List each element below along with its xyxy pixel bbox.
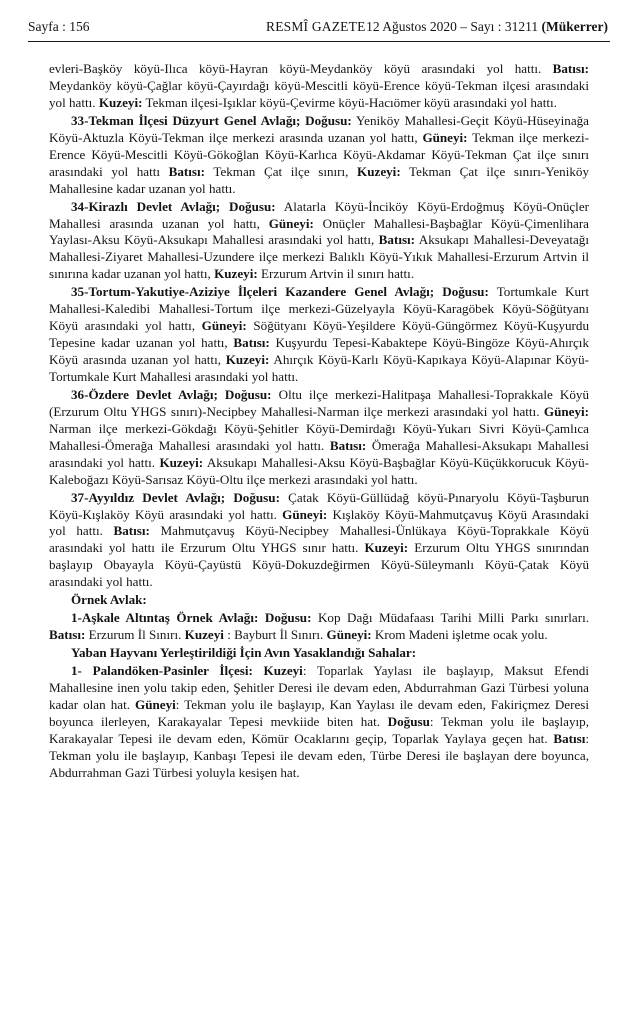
- text-run: Tekman ilçesi-Işıklar köyü-Çevirme köyü-Hacıömer köyü arasındaki yol hattı.: [142, 94, 557, 110]
- text-run: Kuşyurdu Tepesi-Kabaktepe Köyü-Bingöze Köyü-Ahırçık Köyü arasında uzanan yol hattı,: [49, 335, 589, 367]
- bold-run: 1- Palandöken-Pasinler İlçesi: Kuzeyi: [71, 663, 303, 679]
- text-run: : Tekman yolu ile başlayıp, Kan Yaylası ile devam eden, Fakiriçmez Deresi boyunca ilerleyen, Karakayalar Tepesi mevkiide biten hat.: [49, 697, 589, 730]
- paragraph: [49, 61, 589, 112]
- bold-run: Batısı:: [329, 437, 367, 453]
- text-run: Narman ilçe merkezi-Gökdağı Köyü-Şehitler Köyü-Demirdağı Köyü-Yukarı Sivri Köyü-Çamlıca Mahallesi-Ömerağa Mahallesi arasındaki yol hattı.: [49, 420, 589, 453]
- text-run: Tortumkale Kurt Mahallesi-Kaledibi Mahallesi-Tortum ilçe merkezi-Güzelyayla Köyü-Karagöbek Köyü-Söğütyanı Köyü arasındaki yol hattı,: [49, 284, 589, 334]
- bold-run: Batısı:: [168, 163, 205, 179]
- bold-run: Batısı:: [113, 523, 150, 539]
- paragraph: [49, 610, 589, 644]
- text-run: Onüçler Mahallesi-Başbağlar Köyü-Çimenlihara Yaylası-Aksu Köyü-Aksukapı Mahallesi arasındaki yol hattı,: [49, 215, 589, 248]
- bold-run: Güneyi:: [268, 215, 314, 231]
- date-issue: [366, 18, 608, 36]
- bold-run: Batısı: [553, 731, 586, 747]
- gazette-title: RESMÎ GAZETE: [266, 19, 366, 34]
- bold-run: Örnek Avlak:: [71, 592, 147, 608]
- text-run: Tekman Çat ilçe sınırı-Yeniköy Mahallesine kadar uzanan yol hattı.: [49, 163, 589, 196]
- bold-run: Güneyi:: [326, 627, 372, 643]
- text-run: Aksukapı Mahallesi-Aksu Köyü-Başbağlar Köyü-Küçükkorucuk Köyü-Kaleboğazı Köyü-Sarısaz Köyü-Oltu ilçe merkezi arasındaki yol hattı.: [49, 454, 590, 487]
- text-run: Krom Madeni işletme ocak yolu.: [371, 627, 548, 643]
- paragraph: [49, 387, 589, 488]
- issue-date-number: 12 Ağustos 2020 – Sayı : 31211: [366, 19, 539, 34]
- text-run: : Toparlak Yaylası ile başlayıp, Maksut Efendi Mahallesine inen yolu takip eden, Şehitler Deresi ile devam eden, Abdurrahman Gazi Türbesi yoluna kadar olan hat.: [49, 663, 589, 713]
- bold-run: Kuzeyi:: [159, 454, 204, 470]
- paragraph: [49, 199, 589, 284]
- text-run: Kışlaköy Köyü-Mahmutçavuş Köyü Arasındaki yol hattı.: [49, 506, 589, 539]
- text-run: Aksukapı Mahallesi-Deveyatağı Mahallesi-Ziyaret Mahallesi-Uzundere ilçe merkezi Balıklı Köyü-Yıkık Mahallesi-Erzurum Artvin il sınırına kadar uzanan yol hattı,: [49, 232, 589, 282]
- text-run: Mahmutçavuş Köyü-Necipbey Mahallesi-Ünlükaya Köyü-Toprakkale Köyü arasındaki yol hattı ile Erzurum Oltu YHGS sınır hattı.: [49, 523, 589, 556]
- text-run: Yeniköy Mahallesi-Geçit Köyü-Hüseyinağa Köyü-Aktuzla Köyü-Tekman ilçe merkezi arasında uzanan yol hattı,: [49, 112, 589, 145]
- text-run: Tekman ilçe merkezi-Erence Köyü-Mescitli Köyü-Gökoğlan Köyü-Karlıca Köyü-Akdamar Köyü-Tekman Çat ilçe sınırı arasındaki yol hattı: [49, 129, 589, 179]
- paragraph: [49, 113, 589, 198]
- paragraph: [49, 663, 589, 781]
- paragraph: [49, 645, 589, 662]
- bold-run: Güneyi:: [422, 129, 468, 145]
- text-run: Alatarla Köyü-İnciköy Köyü-Erdoğmuş Köyü-Onüçler Mahallesi arasında uzanan yol hattı,: [49, 198, 589, 231]
- document-body: [49, 61, 589, 783]
- bold-run: 34-Kirazlı Devlet Avlağı; Doğusu:: [71, 198, 276, 214]
- bold-run: Güneyi:: [201, 318, 247, 334]
- bold-run: Kuzeyi:: [98, 94, 143, 110]
- text-run: Çatak Köyü-Güllüdağ köyü-Pınaryolu Köyü-Taşburun Köyü-Kışlaköy Köyü arasındaki yol hattı.: [49, 489, 589, 522]
- bold-run: Batısı:: [378, 232, 416, 248]
- bold-run: 36-Özdere Devlet Avlağı; Doğusu:: [71, 386, 272, 402]
- page-header: [28, 18, 608, 40]
- bold-run: Kuzeyi:: [225, 351, 270, 367]
- text-run: Meydanköy köyü-Çağlar köyü-Çayırdağı köyü-Mescitli köyü-Erence köyü-Tekman ilçesi arasındaki yol hattı.: [49, 77, 589, 110]
- bold-run: Batısı:: [552, 61, 589, 76]
- paragraph: [49, 284, 589, 385]
- text-run: Ahırçık Köyü-Karlı Köyü-Kapıkaya Köyü-Alapınar Köyü-Tortumkale Kurt Mahallesi arasındaki yol hattı.: [49, 351, 589, 384]
- bold-run: Kuzeyi:: [357, 163, 401, 179]
- text-run: Tekman Çat ilçe sınırı,: [205, 163, 358, 179]
- bold-run: 1-Aşkale Altıntaş Örnek Avlağı: Doğusu:: [71, 610, 312, 626]
- bold-run: Yaban Hayvanı Yerleştirildiği İçin Avın Yasaklandığı Sahalar:: [71, 645, 417, 661]
- bold-run: Güneyi: [135, 697, 176, 713]
- text-run: Erzurum İl Sınırı.: [85, 627, 185, 643]
- bold-run: Doğusu: [387, 714, 430, 730]
- bold-run: Kuzeyi:: [364, 540, 409, 556]
- text-run: : Tekman yolu ile başlayıp, Kanbaşı Tepesi ile devam eden, Türbe Deresi ile başlayan dere boyunca, Abdurrahman Gazi Türbesi yoluyla kesişen hat.: [49, 731, 589, 780]
- bold-run: Batısı:: [233, 335, 270, 351]
- bold-run: Kuzeyi:: [214, 266, 258, 282]
- bold-run: 35-Tortum-Yakutiye-Aziziye İlçeleri Kazandere Genel Avlağı; Doğusu:: [71, 284, 489, 300]
- bold-run: Batısı:: [49, 627, 86, 643]
- bold-run: Güneyi:: [543, 403, 589, 419]
- text-run: Ömerağa Mahallesi-Aksukapı Mahallesi arasındaki yol hattı.: [49, 437, 590, 470]
- bold-run: Güneyi:: [282, 506, 328, 522]
- header-rule: [28, 41, 610, 42]
- bold-run: Kuzeyi: [184, 627, 224, 643]
- bold-run: 37-Ayyıldız Devlet Avlağı; Doğusu:: [71, 489, 280, 505]
- text-run: Oltu ilçe merkezi-Halitpaşa Mahallesi-Toprakkale Köyü (Erzurum Oltu YHGS sınırı)-Necipbey Mahallesi-Narman ilçe merkezi arasındaki yol hattı.: [49, 386, 590, 419]
- bold-run: 33-Tekman İlçesi Düzyurt Genel Avlağı; Doğusu:: [71, 112, 352, 128]
- paragraph: [49, 490, 589, 591]
- text-run: Kop Dağı Müdafaası Tarihi Milli Parkı sınırları.: [311, 610, 589, 626]
- text-run: Erzurum Oltu YHGS sınırından başlayıp Obayayla Köyü-Çayüstü Köyü-Dokuzdeğirmen Köyü-Süleymanlı Köyü-Çatak Köyü arasındaki yol hattı.: [49, 540, 589, 590]
- text-run: : Tekman yolu ile başlayıp, Karakayalar Tepesi ile devam eden, Kömür Ocaklarını geçip, Toparlak Yaylaya geçen hat.: [49, 714, 589, 747]
- paragraph: [49, 592, 589, 609]
- text-run: : Bayburt İl Sınırı.: [223, 627, 327, 643]
- edition-label: (Mükerrer): [541, 19, 608, 34]
- page-number: Sayfa : 156: [28, 19, 90, 34]
- text-run: evleri-Başköy köyü-Ilıca köyü-Hayran köyü-Meydanköy köyü arasındaki yol hattı.: [49, 61, 553, 76]
- text-run: Erzurum Artvin il sınırı hattı.: [257, 266, 415, 282]
- text-run: Söğütyanı Köyü-Yeşildere Köyü-Güngörmez Köyü-Kuşyurdu Tepesine kadar uzanan yol hattı,: [49, 318, 589, 351]
